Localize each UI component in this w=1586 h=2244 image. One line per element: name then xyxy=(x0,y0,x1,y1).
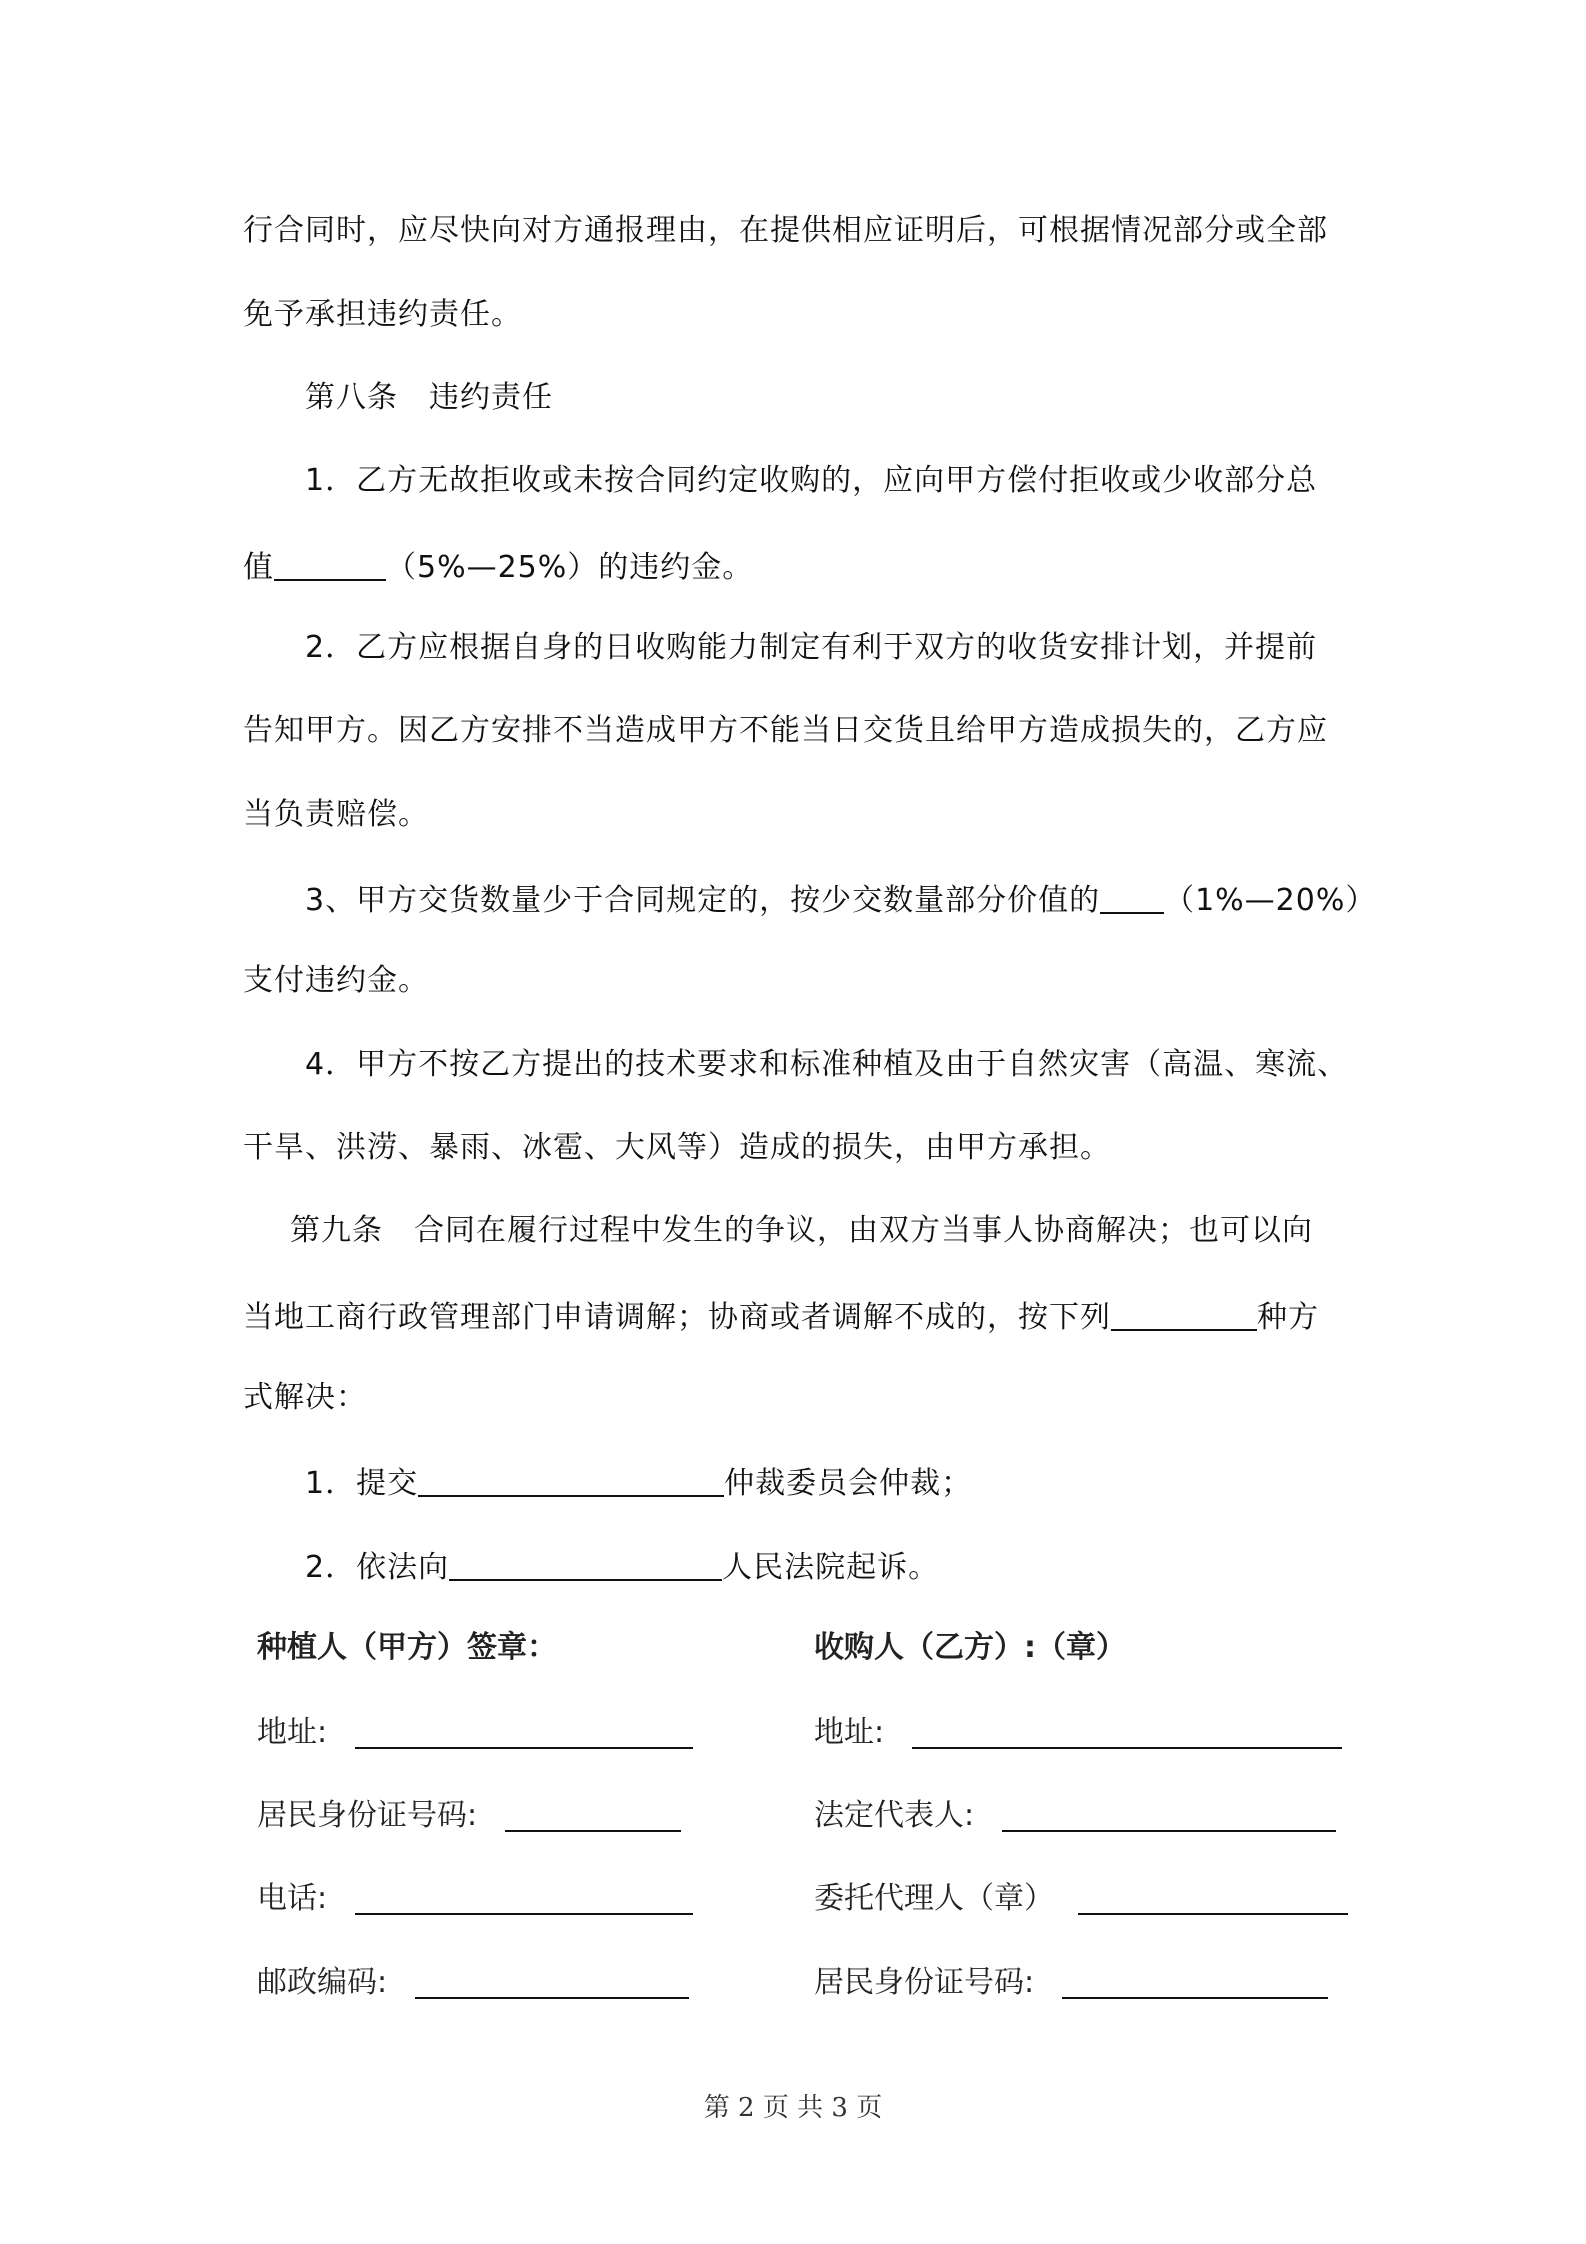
planter-signature-title: 种植人（甲方）签章： xyxy=(257,1630,557,1665)
fill-in-blank[interactable] xyxy=(1111,1295,1257,1331)
planter-address-row xyxy=(257,1712,693,1753)
id-number-field[interactable] xyxy=(505,1800,681,1832)
clause-text: 3、甲方交货数量少于合同规定的，按少交数量部分价值的 xyxy=(305,883,1101,918)
option-2-line xyxy=(305,1545,1420,1588)
article-9-line: 式解决： xyxy=(243,1380,367,1415)
buyer-id-row xyxy=(814,1962,1328,2003)
phone-label: 电话: xyxy=(257,1880,328,1916)
clause-text: 值 xyxy=(243,550,274,585)
buyer-legal-rep-row xyxy=(814,1795,1336,1836)
clause-text: （1%—20%） xyxy=(1164,883,1377,918)
phone-field[interactable] xyxy=(355,1883,693,1915)
address-label: 地址: xyxy=(814,1714,885,1750)
article-9-line xyxy=(243,1295,1358,1338)
planter-postcode-row xyxy=(257,1962,689,2003)
clause-1-line xyxy=(243,545,1358,588)
clause-3-line: 支付违约金。 xyxy=(243,963,429,998)
clause-4-line: 干旱、洪涝、暴雨、冰雹、大风等）造成的损失，由甲方承担。 xyxy=(243,1130,1111,1165)
clause-text: 2．依法向 xyxy=(305,1550,450,1585)
id-number-field[interactable] xyxy=(1062,1967,1328,1999)
buyer-signature-title: 收购人（乙方）:（章） xyxy=(814,1630,1126,1665)
clause-4-line: 4．甲方不按乙方提出的技术要求和标准种植及由于自然灾害（高温、寒流、 xyxy=(305,1047,1349,1082)
clause-text: 种方 xyxy=(1257,1300,1319,1335)
clause-text: 仲裁委员会仲裁； xyxy=(724,1466,973,1501)
fill-in-blank[interactable] xyxy=(1100,878,1164,914)
article-9-line: 第九条 合同在履行过程中发生的争议，由双方当事人协商解决；也可以向 xyxy=(290,1213,1313,1248)
postcode-label: 邮政编码: xyxy=(257,1964,388,2000)
clause-text: （5%—25%）的违约金。 xyxy=(386,550,754,585)
clause-text: 人民法院起诉。 xyxy=(722,1550,940,1585)
clause-2-line: 当负责赔偿。 xyxy=(243,797,429,832)
page-number-footer: 第 2 页 共 3 页 xyxy=(703,2093,883,2123)
address-label: 地址: xyxy=(257,1714,328,1750)
paragraph-line: 行合同时，应尽快向对方通报理由，在提供相应证明后，可根据情况部分或全部 xyxy=(243,213,1328,248)
legal-rep-label: 法定代表人: xyxy=(814,1797,975,1833)
option-1-line xyxy=(305,1461,1420,1504)
buyer-agent-row xyxy=(814,1878,1348,1919)
legal-rep-field[interactable] xyxy=(1002,1800,1336,1832)
planter-id-row xyxy=(257,1795,681,1836)
planter-phone-row xyxy=(257,1878,693,1919)
fill-in-blank[interactable] xyxy=(449,1545,722,1581)
fill-in-blank[interactable] xyxy=(274,545,386,581)
agent-field[interactable] xyxy=(1078,1883,1348,1915)
postcode-field[interactable] xyxy=(415,1967,689,1999)
article-8-heading: 第八条 违约责任 xyxy=(305,380,553,415)
paragraph-line: 免予承担违约责任。 xyxy=(243,297,522,332)
buyer-address-row xyxy=(814,1712,1342,1753)
clause-text: 当地工商行政管理部门申请调解；协商或者调解不成的，按下列 xyxy=(243,1300,1111,1335)
clause-2-line: 2．乙方应根据自身的日收购能力制定有利于双方的收货安排计划，并提前 xyxy=(305,630,1318,665)
agent-label: 委托代理人（章） xyxy=(814,1880,1054,1916)
fill-in-blank[interactable] xyxy=(418,1461,724,1497)
clause-3-line xyxy=(305,878,1420,921)
id-number-label: 居民身份证号码: xyxy=(257,1797,478,1833)
address-field[interactable] xyxy=(912,1717,1342,1749)
clause-1-line: 1．乙方无故拒收或未按合同约定收购的，应向甲方偿付拒收或少收部分总 xyxy=(305,463,1318,498)
id-number-label: 居民身份证号码: xyxy=(814,1964,1035,2000)
clause-2-line: 告知甲方。因乙方安排不当造成甲方不能当日交货且给甲方造成损失的，乙方应 xyxy=(243,713,1328,748)
address-field[interactable] xyxy=(355,1717,693,1749)
clause-text: 1．提交 xyxy=(305,1466,419,1501)
